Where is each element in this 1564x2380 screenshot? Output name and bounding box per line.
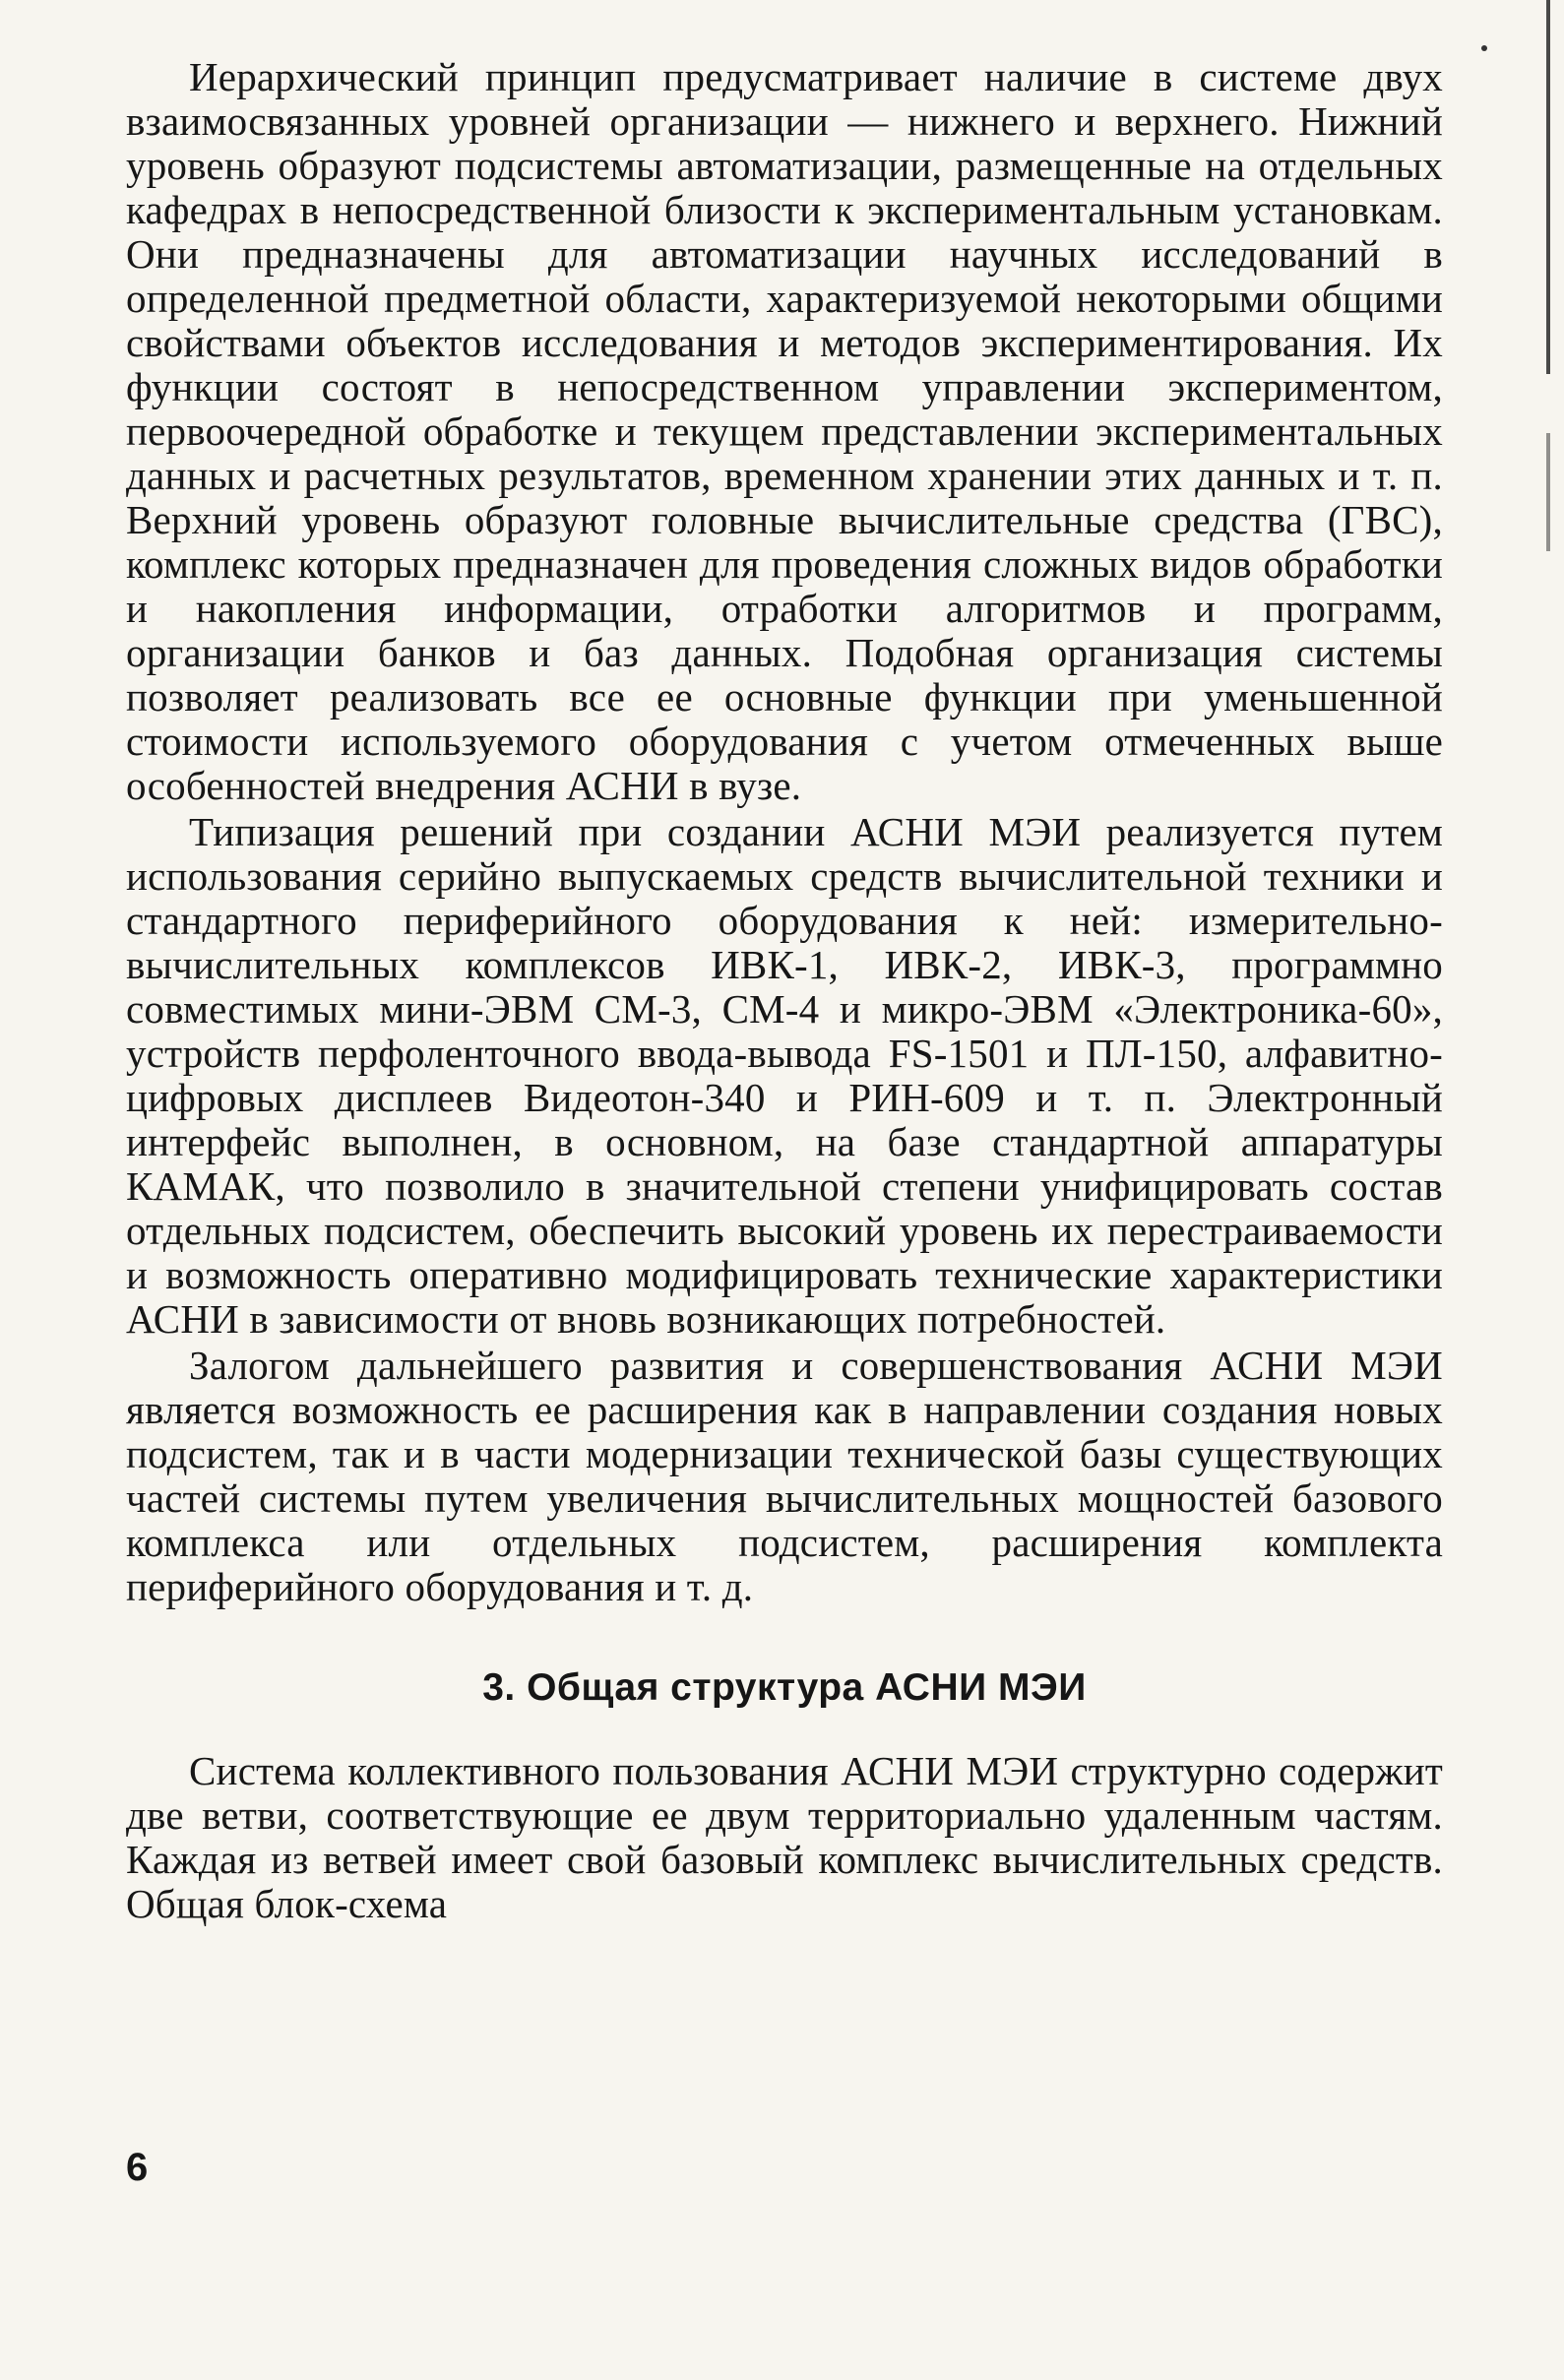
paragraph-development: Залогом дальнейшего развития и совершенствования АСНИ МЭИ является возможность ее расширения как в направлении создания новых подсистем, так и в части модернизации технической базы существующих частей системы путем увеличения вычислительных мощностей базового комплекса или отдельных подсистем, расширения комплекта периферийного оборудования и т. д. xyxy=(126,1343,1443,1609)
document-page xyxy=(126,55,1443,1926)
paragraph-typification: Типизация решений при создании АСНИ МЭИ реализуется путем использования серийно выпускаемых средств вычислительной техники и стандартного периферийного оборудования к ней: измерительно-вычислительных комплексов ИВК-1, ИВК-2, ИВК-3, программно совместимых мини-ЭВМ СМ-3, СМ-4 и микро-ЭВМ «Электроника-60», устройств перфоленточного ввода-вывода FS-1501 и ПЛ-150, алфавитно-цифровых дисплеев Видеотон-340 и РИН-609 и т. п. Электронный интерфейс выполнен, в основном, на базе стандартной аппаратуры КАМАК, что позволило в значительной степени унифицировать состав отдельных подсистем, обеспечить высокий уровень их перестраиваемости и возможность оперативно модифицировать технические характеристики АСНИ в зависимости от вновь возникающих потребностей. xyxy=(126,809,1443,1342)
paragraph-general-structure: Система коллективного пользования АСНИ МЭИ структурно содержит две ветви, соответствующие ее двум территориально удаленным частям. Каждая из ветвей имеет свой базовый комплекс вычислительных средств. Общая блок-схема xyxy=(126,1748,1443,1926)
page-number: 6 xyxy=(126,2146,149,2189)
scan-edge-mark-lower xyxy=(1546,433,1550,551)
section-heading: 3. Общая структура АСНИ МЭИ xyxy=(482,1666,1087,1709)
scan-dot-mark xyxy=(1481,45,1487,51)
scan-edge-mark xyxy=(1546,0,1550,374)
paragraph-hierarchical-principle: Иерархический принцип предусматривает наличие в системе двух взаимосвязанных уровней организации — нижнего и верхнего. Нижний уровень образуют подсистемы автоматизации, размещенные на отдельных кафедрах в непосредственной близости к экспериментальным установкам. Они предназначены для автоматизации научных исследований в определенной предметной области, характеризуемой некоторыми общими свойствами объектов исследования и методов экспериментирования. Их функции состоят в непосредственном управлении экспериментом, первоочередной обработке и текущем представлении экспериментальных данных и расчетных результатов, временном хранении этих данных и т. п. Верхний уровень образуют головные вычислительные средства (ГВС), комплекс которых предназначен для проведения сложных видов обработки и накопления информации, отработки алгоритмов и программ, организации банков и баз данных. Подобная организация системы позволяет реализовать все ее основные функции при уменьшенной стоимости используемого оборудования с учетом отмеченных выше особенностей внедрения АСНИ в вузе. xyxy=(126,54,1443,808)
